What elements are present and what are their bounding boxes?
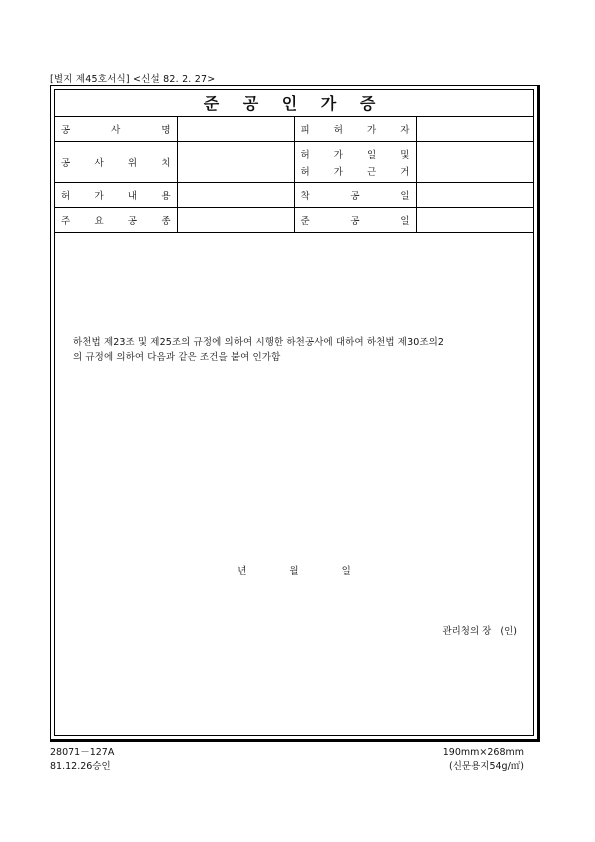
label-permittee: 피 허 가 자 <box>294 117 416 142</box>
value-main-work-type[interactable] <box>177 208 294 233</box>
certificate-inner-border <box>54 89 534 736</box>
label-permit-content: 허 가 내 용 <box>55 183 177 208</box>
certificate-frame <box>50 85 540 742</box>
value-start-date[interactable] <box>416 183 533 208</box>
label-construction-location: 공 사 위 치 <box>55 142 177 183</box>
label-completion-date: 준 공 일 <box>294 208 416 233</box>
value-construction-name[interactable] <box>177 117 294 142</box>
label-construction-name <box>55 117 177 142</box>
label-main-work-type: 주 요 공 종 <box>55 208 177 233</box>
approval-date: 81.12.26승인 <box>50 761 111 772</box>
value-completion-date[interactable] <box>416 208 533 233</box>
issue-date <box>55 563 533 577</box>
footer-left <box>50 746 114 774</box>
label-chars: 공 사 명 <box>61 125 171 136</box>
footer-right <box>424 746 524 774</box>
statement-line-1: 하천법 제23조 및 제25조의 규정에 의하여 시행한 하천공사에 대하여 하천법 제30조의2 <box>73 337 445 348</box>
date-month: 월 <box>289 566 299 577</box>
value-permittee[interactable] <box>416 117 533 142</box>
value-construction-location[interactable] <box>177 142 294 183</box>
paper-size: 190mm×268mm <box>442 747 524 758</box>
label-start-date: 착 공 일 <box>294 183 416 208</box>
authority-signature: 관리청의 장 (인) <box>442 626 517 637</box>
certificate-title: 준 공 인 가 증 <box>55 90 533 117</box>
paper-spec: (신문용지54g/㎡) <box>449 761 524 772</box>
approval-statement <box>73 335 517 365</box>
label-permit-date-basis: 허 가 일 및 허 가 근 거 <box>294 142 416 183</box>
value-permit-content[interactable] <box>177 183 294 208</box>
form-number: 28071－127A <box>50 747 115 758</box>
date-year: 년 <box>237 566 247 577</box>
info-table <box>55 117 533 233</box>
statement-line-2: 의 규정에 의하여 다음과 같은 조건을 붙여 인가함 <box>73 352 281 363</box>
date-day: 일 <box>341 566 351 577</box>
form-code: [별지 제45호서식] <신설 82. 2. 27> <box>50 74 216 85</box>
value-permit-date-basis[interactable] <box>416 142 533 183</box>
